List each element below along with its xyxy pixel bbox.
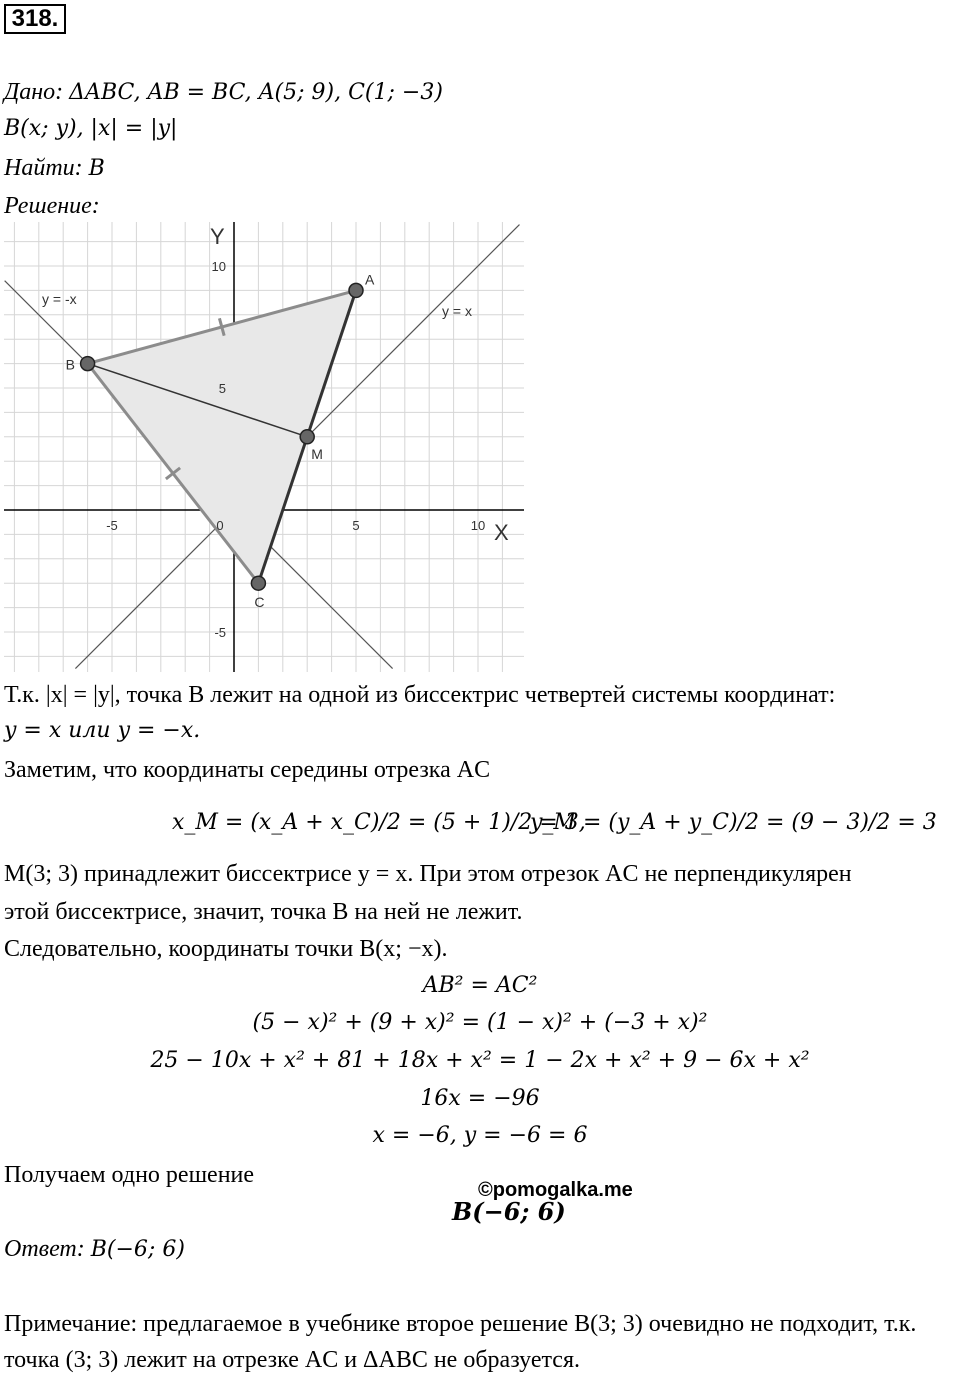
x-tick-label: 10 [470, 518, 486, 533]
given-block [4, 80, 443, 104]
formula-xm: x_M = (x_A + x_C)/2 = (5 + 1)/2 = 3, [172, 810, 586, 835]
label-B: B [65, 356, 75, 373]
note-line-1: Примечание: предлагаемое в учебнике второе решение B(3; 3) очевидно не подходит, т.к. [4, 1311, 917, 1337]
find-block [4, 156, 105, 180]
answer-label: Ответ: [4, 1236, 85, 1262]
label-A: A [365, 271, 375, 288]
answer-block [4, 1237, 185, 1261]
find-label: Найти: [4, 155, 83, 181]
answer-value: B(−6; 6) [90, 1237, 185, 1262]
text-line-3: Заметим, что координаты середины отрезка AC [4, 757, 491, 783]
text-line-5: этой биссектрисе, значит, точка B на ней не лежит. [4, 899, 523, 925]
text-line-2: y = x или y = −x. [4, 718, 201, 743]
x-tick-label: -5 [106, 518, 118, 533]
equation-2: (5 − x)² + (9 + x)² = (1 − x)² + (−3 + x)² [252, 1010, 708, 1035]
point-C [251, 576, 265, 590]
point-B [81, 357, 95, 371]
point-A [349, 283, 363, 297]
x-tick-label: 0 [216, 518, 224, 533]
equation-4: 16x = −96 [420, 1086, 540, 1111]
formula-ym: y_M = (y_A + y_C)/2 = (9 − 3)/2 = 3 [530, 810, 937, 835]
label-M: M [311, 445, 323, 462]
text-line-7: Получаем одно решение [4, 1162, 255, 1188]
y-tick-label: 5 [218, 381, 226, 396]
text-line-4: M(3; 3) принадлежит биссектрисе y = x. При этом отрезок AC не перпендикулярен [4, 861, 852, 887]
note-line-2: точка (3; 3) лежит на отрезке AC и ΔABC не образуется. [4, 1347, 580, 1373]
axis-y-label: Y [210, 224, 225, 249]
y-tick-label: 10 [211, 259, 226, 274]
problem-number: 318. [4, 4, 66, 34]
x-tick-label: 5 [352, 518, 360, 533]
given-line1: ΔABC, AB = BC, A(5; 9), C(1; −3) [69, 80, 443, 105]
coordinate-figure [4, 222, 524, 672]
given-line2: B(x; y), |x| = |y| [4, 116, 178, 141]
point-M [300, 430, 314, 444]
label-y-minus-x: y = -x [42, 291, 77, 307]
boxed-answer: B(−6; 6) [452, 1197, 566, 1226]
equation-1: AB² = AC² [422, 973, 538, 998]
solution-label: Решение: [4, 193, 100, 219]
label-C: C [254, 594, 265, 611]
equation-3: 25 − 10x + x² + 81 + 18x + x² = 1 − 2x + x² + 9 − 6x + x² [150, 1048, 810, 1073]
text-line-1: Т.к. |x| = |y|, точка B лежит на одной из биссектрис четвертей системы координат: [4, 682, 836, 708]
equation-5: x = −6, y = −6 = 6 [372, 1123, 588, 1148]
y-tick-label: -5 [214, 625, 226, 640]
watermark: ©pomogalka.me [478, 1179, 633, 1201]
given-label: Дано: [4, 79, 64, 105]
axis-x-label: X [494, 520, 509, 545]
find-value: B [88, 156, 105, 181]
label-y-x: y = x [442, 303, 472, 319]
text-line-6: Следовательно, координаты точки B(x; −x). [4, 936, 448, 962]
